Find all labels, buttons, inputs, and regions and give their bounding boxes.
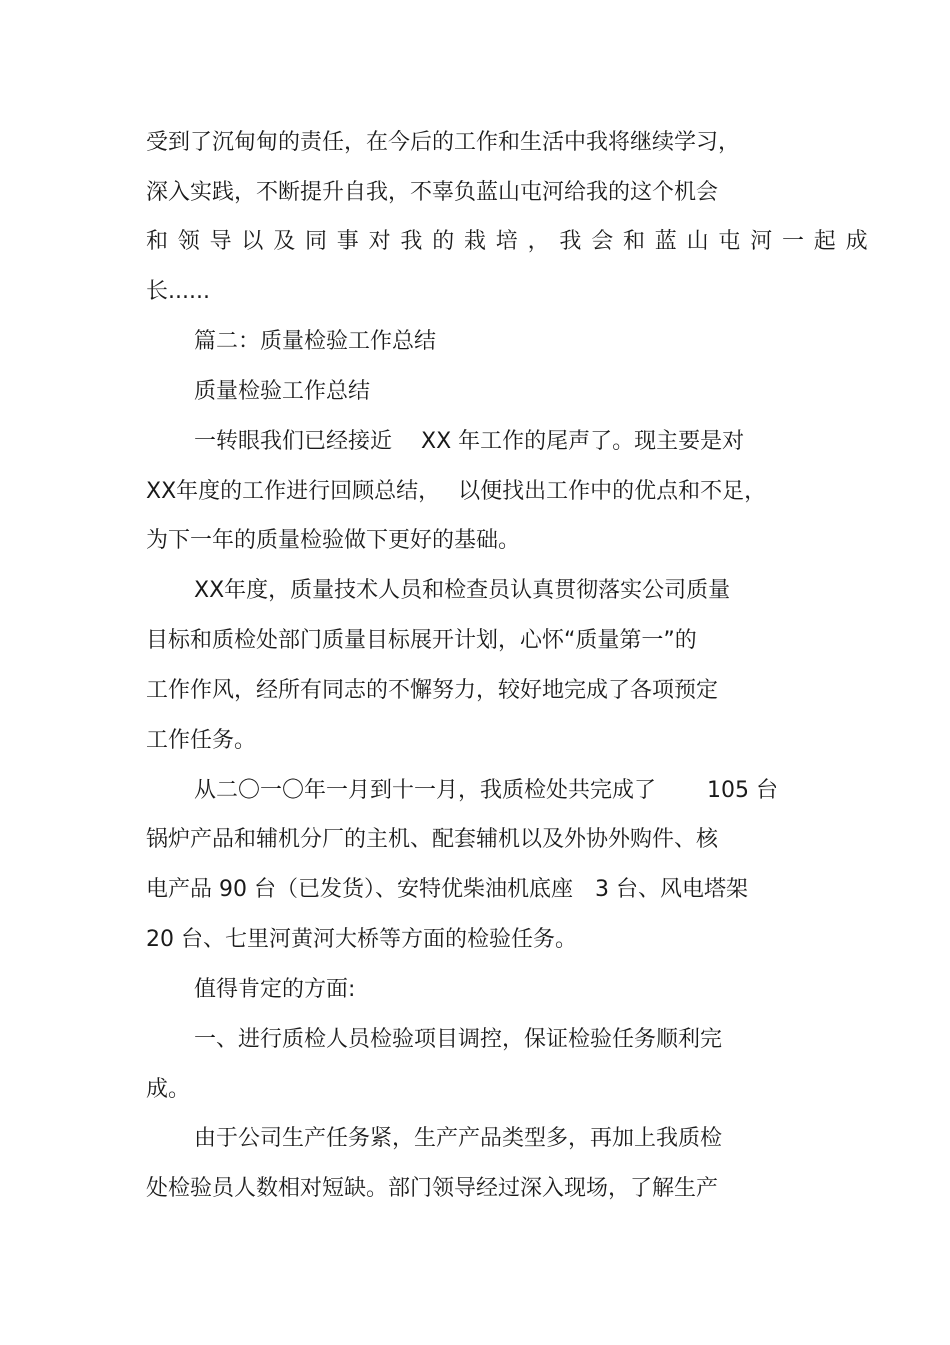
paragraph-line: 长...... xyxy=(146,279,210,304)
paragraph-line: 为下一年的质量检验做下更好的基础。 xyxy=(146,528,521,553)
section-heading: 篇二：质量检验工作总结 xyxy=(194,329,437,354)
paragraph-line: XX年度，质量技术人员和检查员认真贯彻落实公司质量 xyxy=(194,578,731,603)
paragraph-line: 锅炉产品和辅机分厂的主机、配套辅机以及外协外购件、核 xyxy=(146,827,719,852)
paragraph-line: 20 台、七里河黄河大桥等方面的检验任务。 xyxy=(146,927,577,952)
paragraph-line: 工作任务。 xyxy=(146,728,257,753)
paragraph-line: 深入实践，不断提升自我，不辜负蓝山屯河给我的这个机会 xyxy=(146,180,719,205)
paragraph-line: 工作作风，经所有同志的不懈努力，较好地完成了各项预定 xyxy=(146,678,719,703)
paragraph-line: 处检验员人数相对短缺。部门领导经过深入现场，了解生产 xyxy=(146,1176,719,1201)
paragraph-line: 目标和质检处部门质量目标展开计划，心怀“质量第一”的 xyxy=(146,628,697,653)
paragraph-line: 值得肯定的方面: xyxy=(194,977,356,1002)
paragraph-line: 受到了沉甸甸的责任，在今后的工作和生活中我将继续学习， xyxy=(146,130,741,155)
section-title: 质量检验工作总结 xyxy=(194,379,371,404)
paragraph-line: 由于公司生产任务紧，生产产品类型多，再加上我质检 xyxy=(194,1126,723,1151)
paragraph-line: XX年度的工作进行回顾总结， 以便找出工作中的优点和不足， xyxy=(146,479,767,504)
paragraph-line: 一转眼我们已经接近 XX 年工作的尾声了。现主要是对 xyxy=(194,429,745,454)
paragraph-line: 成。 xyxy=(146,1077,191,1102)
paragraph-line: 一、进行质检人员检验项目调控，保证检验任务顺利完 xyxy=(194,1027,723,1052)
paragraph-line: 电产品 90 台（已发货）、安特优柴油机底座 3 台、风电塔架 xyxy=(146,877,748,902)
paragraph-line: 从二〇一〇年一月到十一月，我质检处共完成了 105 台 xyxy=(194,778,778,803)
paragraph-line: 和领导以及同事对我的栽培，我会和蓝山屯河一起成 xyxy=(146,229,878,254)
